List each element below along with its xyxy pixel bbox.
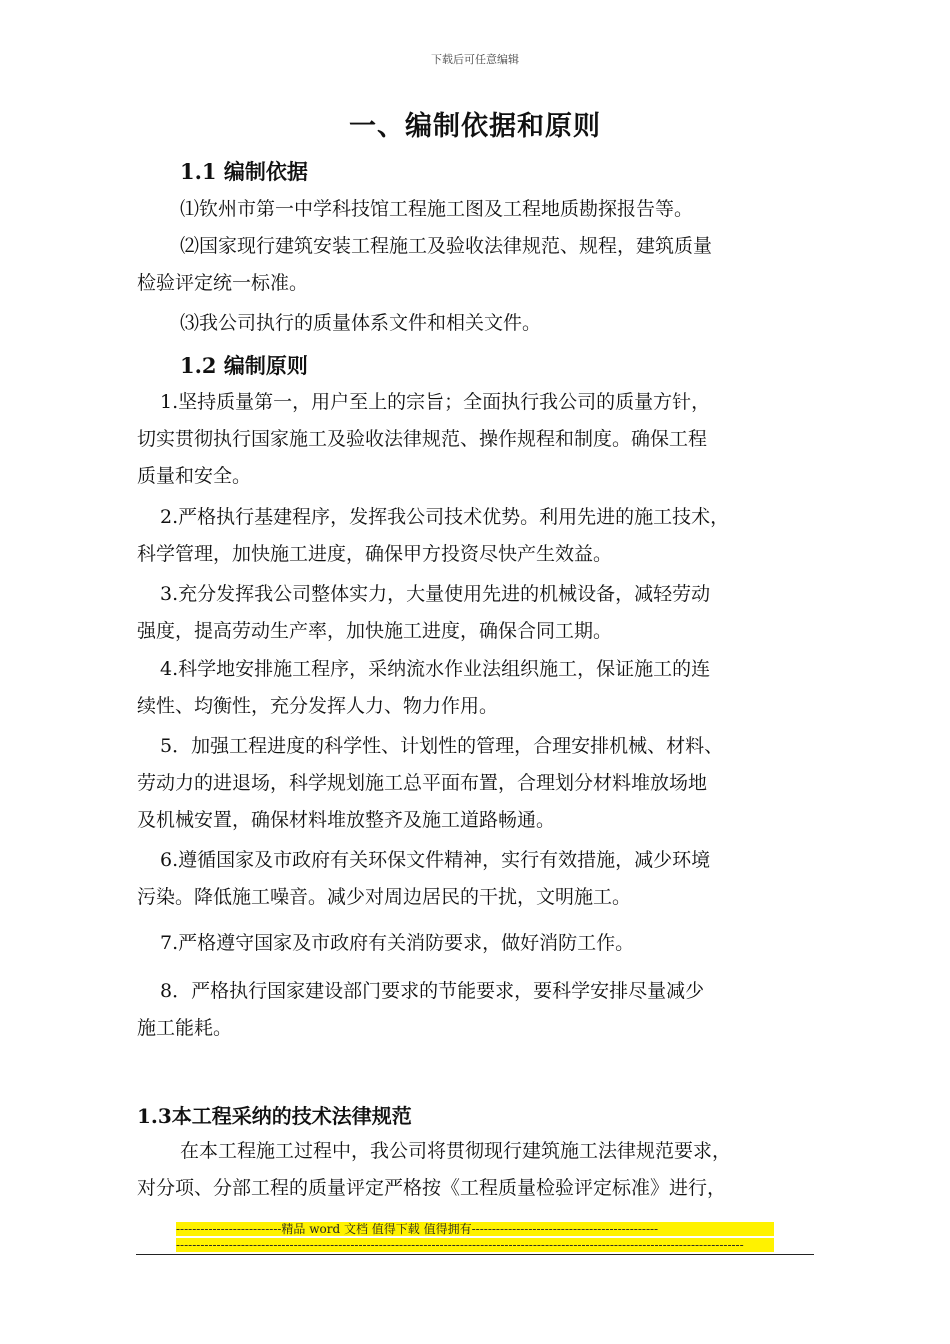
paragraph-line: 强度，提高劳动生产率，加快施工进度，确保合同工期。 <box>137 620 613 642</box>
paragraph-line: 在本工程施工过程中，我公司将贯彻现行建筑施工法律规范要求， <box>180 1140 732 1162</box>
paragraph-line: 6.遵循国家及市政府有关环保文件精神，实行有效措施，减少环境 <box>160 849 711 871</box>
paragraph-line: 对分项、分部工程的质量评定严格按《工程质量检验评定标准》进行， <box>137 1177 727 1199</box>
paragraph-line: 3.充分发挥我公司整体实力，大量使用先进的机械设备，减轻劳动 <box>160 583 711 605</box>
paragraph-line: ⑴钦州市第一中学科技馆工程施工图及工程地质勘探报告等。 <box>180 198 694 220</box>
paragraph-line: 劳动力的进退场，科学规划施工总平面布置，合理划分材料堆放场地 <box>137 772 708 794</box>
paragraph-line: 科学管理，加快施工进度，确保甲方投资尽快产生效益。 <box>137 543 613 565</box>
section-heading-1-2: 1.2 编制原则 <box>180 353 308 378</box>
paragraph-line: 5．加强工程进度的科学性、计划性的管理，合理安排机械、材料、 <box>160 735 724 757</box>
footer-divider <box>136 1254 814 1255</box>
footer-banner-dashes: -------------------------------------------------------------------------------------------------------------------------------------------- <box>176 1238 774 1252</box>
paragraph-line: 施工能耗。 <box>137 1017 233 1039</box>
paragraph-line: 质量和安全。 <box>137 465 252 487</box>
paragraph-line: 检验评定统一标准。 <box>137 272 309 294</box>
paragraph-line: 续性、均衡性，充分发挥人力、物力作用。 <box>137 695 499 717</box>
paragraph-line: 及机械安置，确保材料堆放整齐及施工道路畅通。 <box>137 809 556 831</box>
footer-banner: --------------------------精品 word 文档 值得下载 值得拥有---------------------------------------------- <box>176 1222 774 1236</box>
paragraph-line: ⑵国家现行建筑安装工程施工及验收法律规范、规程，建筑质量 <box>180 235 713 257</box>
paragraph-line: 7.严格遵守国家及市政府有关消防要求，做好消防工作。 <box>160 932 635 954</box>
page-header-note: 下载后可任意编辑 <box>431 53 519 66</box>
section-heading-1-1: 1.1 编制依据 <box>180 159 308 184</box>
section-heading-1-3: 1.3本工程采纳的技术法律规范 <box>137 1104 412 1128</box>
paragraph-line: 4.科学地安排施工程序，采纳流水作业法组织施工，保证施工的连 <box>160 658 711 680</box>
paragraph-line: 切实贯彻执行国家施工及验收法律规范、操作规程和制度。确保工程 <box>137 428 708 450</box>
paragraph-line: 污染。降低施工噪音。减少对周边居民的干扰，文明施工。 <box>137 886 632 908</box>
paragraph-line: ⑶我公司执行的质量体系文件和相关文件。 <box>180 312 542 334</box>
paragraph-line: 1.坚持质量第一，用户至上的宗旨；全面执行我公司的质量方针， <box>160 391 711 413</box>
paragraph-line: 8．严格执行国家建设部门要求的节能要求，要科学安排尽量减少 <box>160 980 705 1002</box>
paragraph-line: 2.严格执行基建程序，发挥我公司技术优势。利用先进的施工技术， <box>160 506 730 528</box>
document-title: 一、编制依据和原则 <box>349 111 601 142</box>
